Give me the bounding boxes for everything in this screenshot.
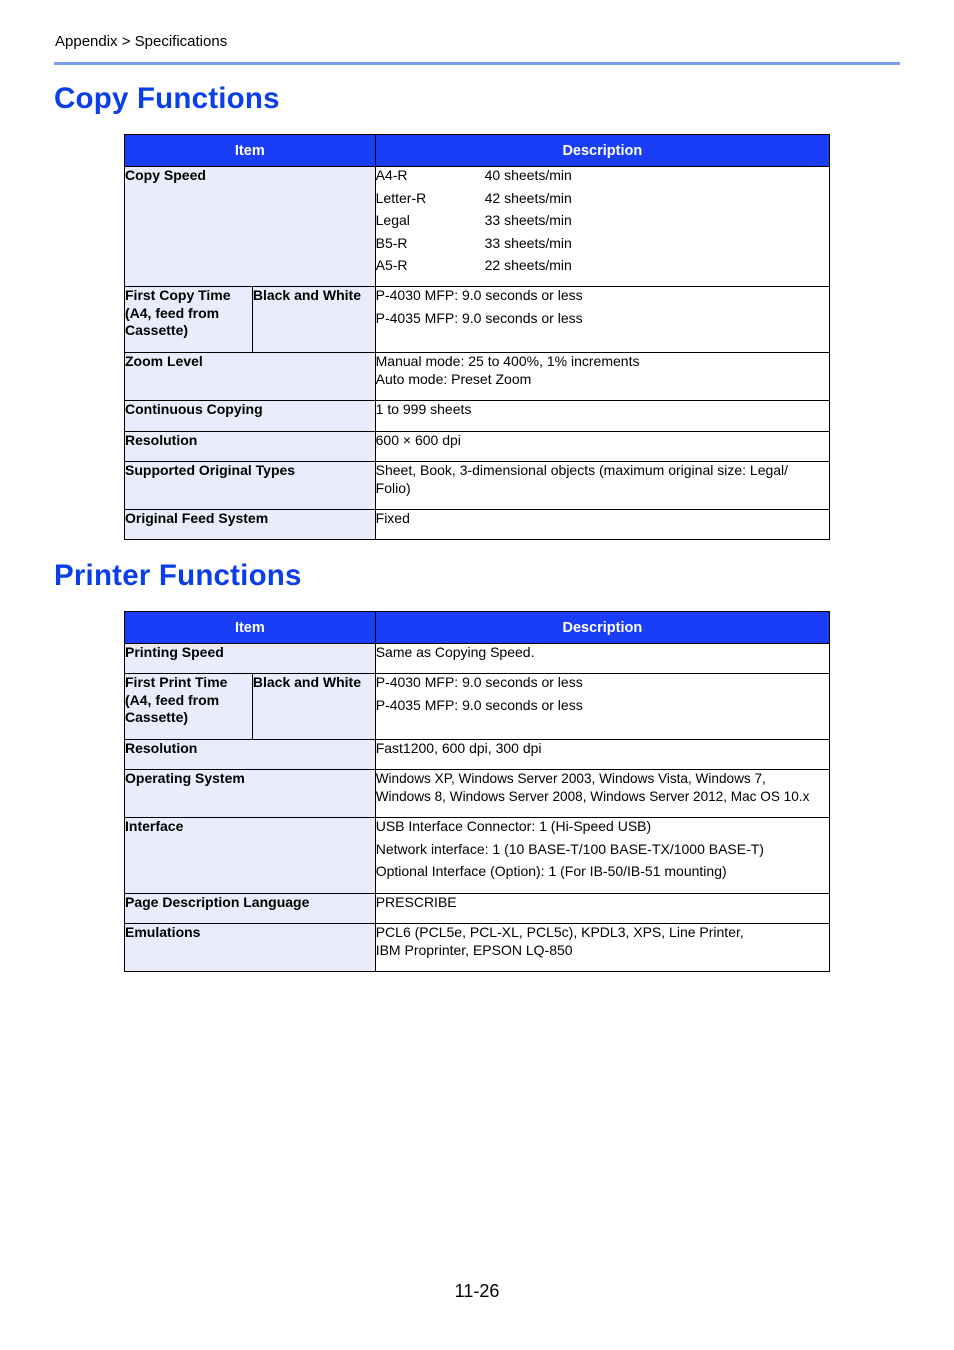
breadcrumb: Appendix > Specifications bbox=[55, 33, 228, 50]
interface-line: USB Interface Connector: 1 (Hi-Speed USB) bbox=[375, 818, 652, 834]
description-column-header: Description bbox=[375, 135, 829, 167]
feed-system-value: Fixed bbox=[375, 510, 829, 540]
feed-system-label: Original Feed System bbox=[125, 510, 376, 540]
resolution-value: Fast1200, 600 dpi, 300 dpi bbox=[375, 740, 829, 770]
os-line: Windows XP, Windows Server 2003, Windows Vista, Windows 7, bbox=[375, 771, 766, 786]
zoom-line: Auto mode: Preset Zoom bbox=[375, 370, 532, 387]
table-row bbox=[125, 401, 830, 432]
table-row bbox=[125, 353, 830, 401]
zoom-level-label: Zoom Level bbox=[125, 353, 376, 401]
resolution-label: Resolution bbox=[125, 432, 376, 462]
copy-speed-label: Copy Speed bbox=[125, 167, 376, 287]
paper-size: Letter-R bbox=[375, 189, 427, 206]
pdl-label: Page Description Language bbox=[125, 894, 376, 924]
paper-size: B5-R bbox=[375, 234, 408, 251]
zoom-line: Manual mode: 25 to 400%, 1% increments bbox=[375, 353, 640, 369]
zoom-level-value bbox=[375, 353, 829, 401]
table-row bbox=[125, 740, 830, 770]
interface-label: Interface bbox=[125, 818, 376, 894]
first-print-line: P-4030 MFP: 9.0 seconds or less bbox=[375, 674, 583, 690]
table-header-row bbox=[125, 612, 830, 644]
emulations-label: Emulations bbox=[125, 924, 376, 972]
first-copy-time-label: First Copy Time (A4, feed from Cassette) bbox=[125, 287, 253, 353]
emulations-line: IBM Proprinter, EPSON LQ-850 bbox=[375, 941, 573, 958]
first-copy-line: P-4035 MFP: 9.0 seconds or less bbox=[375, 309, 583, 326]
table-row bbox=[125, 674, 830, 740]
printing-speed-label: Printing Speed bbox=[125, 644, 376, 674]
pdl-value: PRESCRIBE bbox=[375, 894, 829, 924]
printer-functions-title: Printer Functions bbox=[54, 559, 302, 592]
emulations-value bbox=[375, 924, 829, 972]
table-row bbox=[125, 432, 830, 462]
paper-size: Legal bbox=[375, 212, 410, 228]
speed-value: 33 sheets/min bbox=[484, 212, 572, 228]
page-number: 11-26 bbox=[454, 1281, 500, 1301]
copy-functions-title: Copy Functions bbox=[54, 82, 280, 115]
speed-value: 22 sheets/min bbox=[484, 257, 572, 273]
paper-size: A5-R bbox=[375, 257, 408, 273]
table-header-row bbox=[125, 135, 830, 167]
first-print-line: P-4035 MFP: 9.0 seconds or less bbox=[375, 696, 583, 713]
printing-speed-value: Same as Copying Speed. bbox=[375, 644, 829, 674]
original-types-label: Supported Original Types bbox=[125, 462, 376, 510]
table-row bbox=[125, 770, 830, 818]
black-and-white-label: Black and White bbox=[252, 287, 375, 353]
original-types-value bbox=[375, 462, 829, 510]
printer-functions-table bbox=[124, 611, 830, 972]
table-row bbox=[125, 510, 830, 540]
emulations-line: PCL6 (PCL5e, PCL-XL, PCL5c), KPDL3, XPS, Line Printer, bbox=[375, 924, 744, 940]
paper-size: A4-R bbox=[375, 167, 408, 183]
black-and-white-label: Black and White bbox=[252, 674, 375, 740]
copy-functions-table bbox=[124, 134, 830, 540]
item-column-header: Item bbox=[125, 612, 376, 644]
table-row bbox=[125, 644, 830, 674]
table-row bbox=[125, 167, 830, 287]
first-print-time-values bbox=[375, 674, 829, 740]
speed-value: 40 sheets/min bbox=[484, 167, 572, 183]
item-column-header: Item bbox=[125, 135, 376, 167]
resolution-value: 600 × 600 dpi bbox=[375, 432, 829, 462]
resolution-label: Resolution bbox=[125, 740, 376, 770]
continuous-copying-value: 1 to 999 sheets bbox=[375, 401, 829, 432]
original-types-line: Sheet, Book, 3-dimensional objects (maximum original size: Legal/ bbox=[375, 462, 789, 478]
copy-speed-values bbox=[375, 167, 829, 287]
first-copy-time-values bbox=[375, 287, 829, 353]
os-line: Windows 8, Windows Server 2008, Windows Server 2012, Mac OS 10.x bbox=[375, 788, 810, 804]
table-row bbox=[125, 924, 830, 972]
operating-system-value bbox=[375, 770, 829, 818]
interface-line: Network interface: 1 (10 BASE-T/100 BASE-TX/1000 BASE-T) bbox=[375, 840, 764, 857]
table-row bbox=[125, 462, 830, 510]
original-types-line: Folio) bbox=[375, 479, 411, 496]
operating-system-label: Operating System bbox=[125, 770, 376, 818]
speed-value: 33 sheets/min bbox=[484, 234, 572, 251]
interface-line: Optional Interface (Option): 1 (For IB-50/IB-51 mounting) bbox=[375, 863, 727, 879]
table-row bbox=[125, 818, 830, 894]
description-column-header: Description bbox=[375, 612, 829, 644]
table-row bbox=[125, 894, 830, 924]
first-copy-line: P-4030 MFP: 9.0 seconds or less bbox=[375, 287, 583, 303]
continuous-copying-label: Continuous Copying bbox=[125, 401, 376, 432]
speed-value: 42 sheets/min bbox=[484, 189, 572, 206]
table-row bbox=[125, 287, 830, 353]
first-print-time-label: First Print Time (A4, feed from Cassette) bbox=[125, 674, 253, 740]
header-divider bbox=[54, 62, 900, 65]
interface-values bbox=[375, 818, 829, 894]
